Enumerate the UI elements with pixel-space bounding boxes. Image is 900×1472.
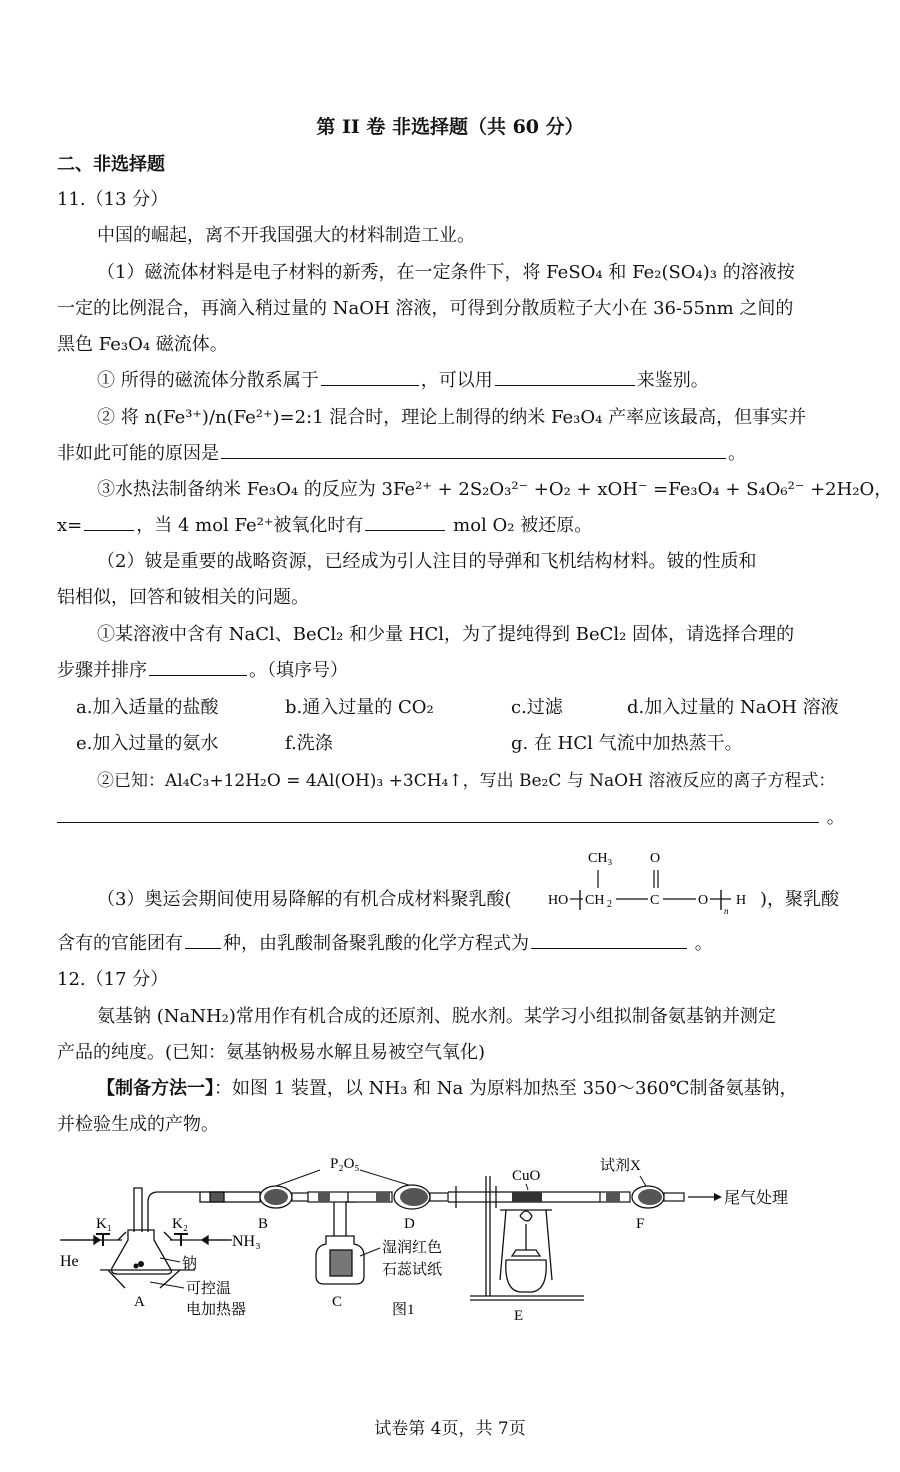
- formula-o-double: O: [650, 851, 661, 866]
- label-heater-1: 可控温: [186, 1281, 232, 1297]
- bottle-c: [316, 1202, 364, 1284]
- label-a: A: [134, 1294, 145, 1310]
- label-sodium: 钠: [182, 1256, 198, 1272]
- option-a: a.加入适量的盐酸: [76, 697, 219, 718]
- q11-part2-line2: 铝相似，回答和铍相关的问题。: [57, 587, 309, 608]
- q12-method1-line2: 并检验生成的产物。: [57, 1114, 219, 1135]
- section-header: 二、非选择题: [57, 154, 165, 175]
- apparatus-figure: [0, 1140, 900, 1350]
- q11-part3-line2: 含有的官能团有 种，由乳酸制备聚乳酸的化学方程式为 。: [57, 930, 713, 958]
- q11-part1-line1: （1）磁流体材料是电子材料的新秀，在一定条件下，将 FeSO₄ 和 Fe₂(SO₄)₃ 的溶液按: [97, 262, 795, 283]
- arrow-right-icon: [714, 1193, 722, 1201]
- label-k1: K₁: [96, 1216, 113, 1232]
- arrow-right-icon: [94, 1236, 100, 1244]
- formula-n: n: [724, 906, 729, 916]
- label-litmus-2: 石蕊试纸: [382, 1262, 443, 1278]
- formula-c: C: [650, 893, 660, 908]
- formula-sub2: 2: [607, 899, 612, 910]
- answer-blank[interactable]: [84, 512, 134, 531]
- q11-be-sub2-line1: ②已知：Al₄C₃+12H₂O = 4Al(OH)₃ +3CH₄↑，写出 Be₂C 与 NaOH 溶液反应的离子方程式：: [97, 771, 836, 791]
- label-reagent-x: 试剂X: [600, 1158, 641, 1174]
- q11-sub3-line1: ③水热法制备纳米 Fe₃O₄ 的反应为 3Fe²⁺ + 2S₂O₃²⁻ +O₂ + xOH⁻ =Fe₃O₄ + S₄O₆²⁻ +2H₂O，: [97, 479, 893, 500]
- figure-caption: 图1: [392, 1302, 415, 1318]
- formula-ho: HO: [548, 893, 569, 908]
- answer-blank[interactable]: [531, 930, 687, 949]
- label-e: E: [514, 1308, 524, 1324]
- option-c: c.过滤: [511, 697, 563, 718]
- q11-sub2-line1: ② 将 n(Fe³⁺)/n(Fe²⁺)=2:1 混合时，理论上制得的纳米 Fe₃O₄ 产率应该最高，但事实并: [97, 407, 807, 428]
- q11-be-sub1-line1: ①某溶液中含有 NaCl、BeCl₂ 和少量 HCl，为了提纯得到 BeCl₂ 固体，请选择合理的: [97, 624, 795, 645]
- polylactic-acid-formula: [546, 840, 756, 922]
- q11-sub1: ① 所得的磁流体分散系属于 ，可以用 来鉴别。: [97, 367, 709, 395]
- option-b: b.通入过量的 CO₂: [285, 697, 434, 718]
- option-f: f.洗涤: [285, 733, 333, 754]
- formula-ch: CH: [585, 893, 605, 908]
- q11-part1-line3: 黑色 Fe₃O₄ 磁流体。: [57, 334, 228, 355]
- q11-part1-line2: 一定的比例混合，再滴入稍过量的 NaOH 溶液，可得到分散质粒子大小在 36-55nm 之间的: [57, 298, 794, 319]
- answer-blank[interactable]: [149, 657, 247, 676]
- question-11-number: 11.（13 分）: [57, 189, 169, 210]
- label-p2o5: P₂O₅: [330, 1156, 360, 1172]
- formula-h: H: [736, 893, 747, 908]
- section-title: 第 II 卷 非选择题（共 60 分）: [316, 116, 584, 138]
- label-he: He: [60, 1253, 79, 1270]
- drying-agent-fill: [264, 1189, 288, 1205]
- label-c: C: [332, 1294, 343, 1310]
- sodium-pellet-icon: [138, 1261, 144, 1267]
- q12-method1-line1: 【制备方法一】：如图 1 装置，以 NH₃ 和 Na 为原料加热至 350～360℃制备氨基钠，: [97, 1078, 798, 1099]
- label-tail-gas: 尾气处理: [724, 1190, 789, 1207]
- label-b: B: [258, 1216, 269, 1232]
- label-nh3: NH₃: [232, 1233, 261, 1250]
- answer-blank[interactable]: [321, 367, 419, 386]
- label-f: F: [636, 1216, 645, 1232]
- q12-line1: 氨基钠 (NaNH₂)常用作有机合成的还原剂、脱水剂。某学习小组拟制备氨基钠并测定: [97, 1006, 776, 1027]
- answer-blank[interactable]: [365, 512, 445, 531]
- q11-part3-line1-a: （3）奥运会期间使用易降解的有机合成材料聚乳酸(: [97, 889, 512, 910]
- label-litmus-1: 湿润红色: [382, 1240, 443, 1256]
- answer-blank[interactable]: [221, 440, 726, 459]
- label-k2: K₂: [172, 1216, 189, 1232]
- q11-part3-line1-b: )，聚乳酸: [760, 889, 840, 910]
- answer-blank[interactable]: [185, 930, 221, 949]
- q12-line2: 产品的纯度。(已知：氨基钠极易水解且易被空气氧化): [57, 1042, 486, 1063]
- option-g: g. 在 HCl 气流中加热蒸干。: [511, 733, 743, 754]
- drying-agent-fill: [638, 1189, 662, 1205]
- q11-be-sub1-line2: 步骤并排序 。（填序号）: [57, 657, 348, 685]
- question-11-intro: 中国的崛起，离不开我国强大的材料制造工业。: [97, 225, 475, 246]
- option-d: d.加入过量的 NaOH 溶液: [627, 697, 839, 718]
- label-d: D: [404, 1216, 415, 1232]
- sodium-pellet-icon: [134, 1264, 139, 1269]
- q11-sub3-line2: x= ，当 4 mol Fe²⁺被氧化时有 mol O₂ 被还原。: [57, 512, 592, 540]
- page-footer: 试卷第 4页，共 7页: [374, 1419, 526, 1439]
- answer-blank[interactable]: [57, 804, 819, 823]
- formula-ch3: CH₃: [588, 851, 613, 866]
- q11-be-sub2-line2: 。: [57, 804, 845, 832]
- cuo-powder: [512, 1192, 542, 1202]
- arrow-left-icon: [202, 1236, 208, 1244]
- q11-sub2-line2: 非如此可能的原因是 。: [57, 440, 746, 468]
- drying-agent-fill: [400, 1188, 428, 1206]
- alcohol-lamp-e: [500, 1210, 552, 1292]
- option-e: e.加入过量的氨水: [76, 733, 219, 754]
- label-heater-2: 电加热器: [186, 1302, 247, 1318]
- answer-blank[interactable]: [495, 367, 635, 386]
- question-12-number: 12.（17 分）: [57, 969, 169, 990]
- label-cuo: CuO: [512, 1168, 541, 1184]
- formula-o: O: [698, 893, 709, 908]
- q11-part2-line1: （2）铍是重要的战略资源，已经成为引人注目的导弹和飞机结构材料。铍的性质和: [97, 551, 757, 572]
